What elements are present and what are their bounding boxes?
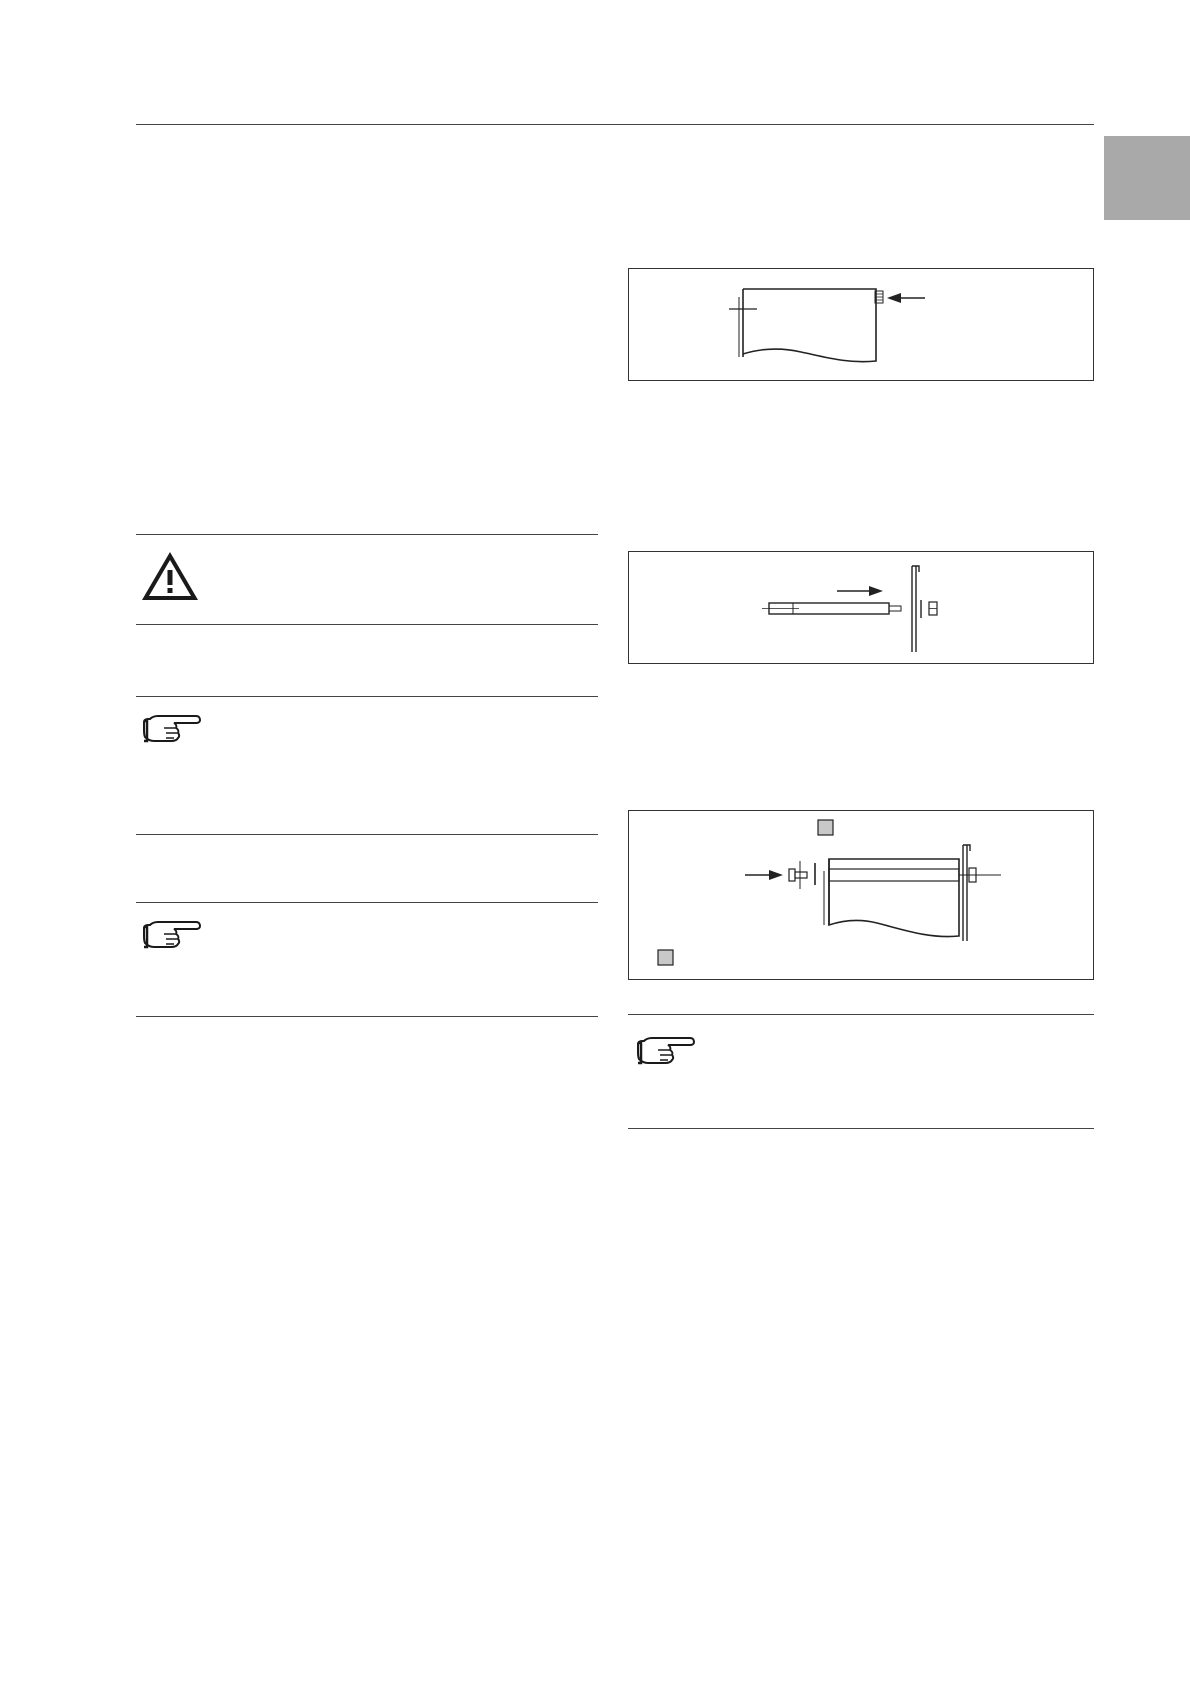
chapter-side-tab [1104,136,1190,220]
callout-square-1 [818,820,833,835]
pointing-hand-icon [634,1034,696,1068]
note-3-bottom-rule [628,1128,1094,1129]
note-3-top-rule [628,1014,1094,1015]
roller-end-arrow-illustration [629,269,1095,382]
figure-1 [628,268,1094,381]
warning-triangle-icon [140,550,200,602]
roller-mounting-illustration [629,811,1095,981]
note-2-top-rule [136,902,598,903]
pointing-hand-icon [140,712,202,746]
figure-3 [628,810,1094,980]
note-2-bottom-rule [136,1016,598,1017]
note-1-top-rule [136,696,598,697]
warning-bottom-rule [136,624,598,625]
header-rule [136,124,1094,125]
callout-square-2 [658,950,673,965]
shaft-insertion-illustration [629,552,1095,665]
warning-top-rule [136,534,598,535]
pointing-hand-icon [140,918,202,952]
figure-2 [628,551,1094,664]
note-1-bottom-rule [136,834,598,835]
